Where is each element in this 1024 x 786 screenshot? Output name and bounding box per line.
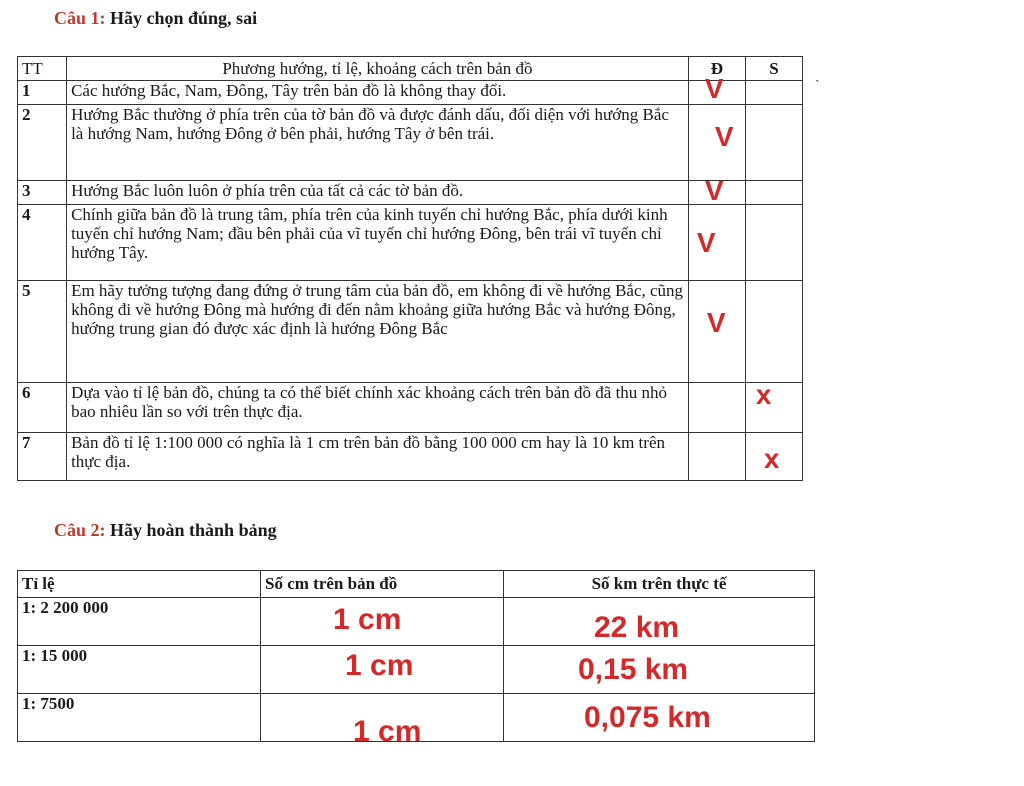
map-cm-answer: 1 cm bbox=[333, 603, 402, 636]
true-cell bbox=[688, 281, 745, 383]
real-km-answer: 0,075 km bbox=[584, 701, 711, 734]
map-cm-answer: 1 cm bbox=[345, 649, 414, 682]
row-statement: Các hướng Bắc, Nam, Đông, Tây trên bản đồ là không thay đổi. bbox=[67, 81, 689, 105]
question-2-number: Câu 2: bbox=[54, 520, 106, 540]
header-scale: Tỉ lệ bbox=[18, 571, 261, 598]
map-cm-cell bbox=[261, 646, 504, 694]
table-row bbox=[18, 205, 803, 281]
true-mark: V bbox=[714, 121, 734, 152]
table-header-row bbox=[18, 57, 803, 81]
header-true: Đ bbox=[688, 57, 745, 81]
table-row bbox=[18, 598, 815, 646]
question-1-number: Câu 1: bbox=[54, 8, 106, 28]
real-km-cell bbox=[504, 646, 815, 694]
table-row bbox=[18, 433, 803, 481]
true-mark: V bbox=[704, 73, 724, 104]
map-cm-cell bbox=[261, 598, 504, 646]
row-statement: Hướng Bắc luôn luôn ở phía trên của tất cả các tờ bản đồ. bbox=[67, 181, 689, 205]
scale-cell: 1: 7500 bbox=[18, 694, 261, 742]
real-km-cell bbox=[504, 598, 815, 646]
false-cell bbox=[745, 281, 802, 383]
true-mark: V bbox=[696, 227, 716, 258]
table-row bbox=[18, 646, 815, 694]
scale-cell: 1: 2 200 000 bbox=[18, 598, 261, 646]
true-cell bbox=[688, 73, 745, 105]
false-cell bbox=[745, 181, 802, 205]
true-cell bbox=[688, 105, 745, 181]
true-cell bbox=[688, 433, 745, 481]
table-row bbox=[18, 81, 803, 105]
row-number: 5 bbox=[18, 281, 67, 383]
table-row bbox=[18, 383, 803, 433]
false-cell bbox=[745, 105, 802, 181]
header-tt: TT bbox=[18, 57, 67, 81]
false-mark: x bbox=[755, 379, 772, 410]
table-row bbox=[18, 694, 815, 742]
table-header-row bbox=[18, 571, 815, 598]
map-cm-answer: 1 cm bbox=[353, 715, 422, 748]
true-mark: V bbox=[704, 175, 724, 206]
false-cell bbox=[745, 433, 802, 481]
real-km-cell bbox=[504, 694, 815, 742]
row-statement: Chính giữa bản đồ là trung tâm, phía trên của kinh tuyến chỉ hướng Bắc, phía dưới kinh tuyến chỉ hướng Nam; đầu bên phải của vĩ tuyến chỉ hướng Đông, bên trái vĩ tuyến chỉ hướng Tây. bbox=[67, 205, 689, 281]
question-2-heading bbox=[54, 520, 277, 541]
true-false-table bbox=[17, 56, 803, 481]
scale-cell: 1: 15 000 bbox=[18, 646, 261, 694]
header-false: S bbox=[745, 57, 802, 81]
question-2-title: Hãy hoàn thành bảng bbox=[110, 520, 277, 540]
real-km-answer: 0,15 km bbox=[578, 653, 689, 686]
false-cell bbox=[745, 205, 802, 281]
header-content: Phương hướng, tỉ lệ, khoảng cách trên bản đồ bbox=[67, 57, 689, 81]
true-mark: V bbox=[706, 307, 726, 338]
scale-table bbox=[17, 570, 815, 748]
row-number: 7 bbox=[18, 433, 67, 481]
row-number: 3 bbox=[18, 181, 67, 205]
true-cell bbox=[688, 175, 745, 206]
stray-mark: ˎ bbox=[815, 68, 820, 83]
false-cell bbox=[745, 81, 802, 105]
question-1-title: Hãy chọn đúng, sai bbox=[110, 8, 258, 28]
question-1-heading bbox=[54, 8, 257, 29]
table-row bbox=[18, 105, 803, 181]
header-real-km: Số km trên thực tế bbox=[504, 571, 815, 598]
row-number: 2 bbox=[18, 105, 67, 181]
row-number: 6 bbox=[18, 383, 67, 433]
row-statement: Em hãy tưởng tượng đang đứng ở trung tâm của bản đồ, em không đi về hướng Bắc, cũng không đi về hướng Đông mà hướng đi đến nằm khoảng giữa hướng Bắc và hướng Đông, hướng trung gian đó được xác định là hướng Đông Bắc bbox=[67, 281, 689, 383]
false-mark: x bbox=[763, 443, 780, 474]
map-cm-cell bbox=[261, 694, 504, 748]
real-km-answer: 22 km bbox=[594, 611, 680, 644]
true-cell bbox=[688, 205, 745, 281]
header-map-cm: Số cm trên bản đồ bbox=[261, 571, 504, 598]
row-number: 1 bbox=[18, 81, 67, 105]
false-cell bbox=[745, 379, 802, 433]
row-number: 4 bbox=[18, 205, 67, 281]
row-statement: Hướng Bắc thường ở phía trên của tờ bản đồ và được đánh dấu, đối diện với hướng Bắc là hướng Nam, hướng Đông ở bên phải, hướng Tây ở bên trái. bbox=[67, 105, 689, 181]
table-row bbox=[18, 181, 803, 205]
row-statement: Dựa vào tỉ lệ bản đồ, chúng ta có thể biết chính xác khoảng cách trên bản đồ đã thu nhỏ bao nhiêu lần so với trên thực địa. bbox=[67, 383, 689, 433]
true-cell bbox=[688, 383, 745, 433]
row-statement: Bản đồ tỉ lệ 1:100 000 có nghĩa là 1 cm trên bản đồ bằng 100 000 cm hay là 10 km trên thực địa. bbox=[67, 433, 689, 481]
table-row bbox=[18, 281, 803, 383]
